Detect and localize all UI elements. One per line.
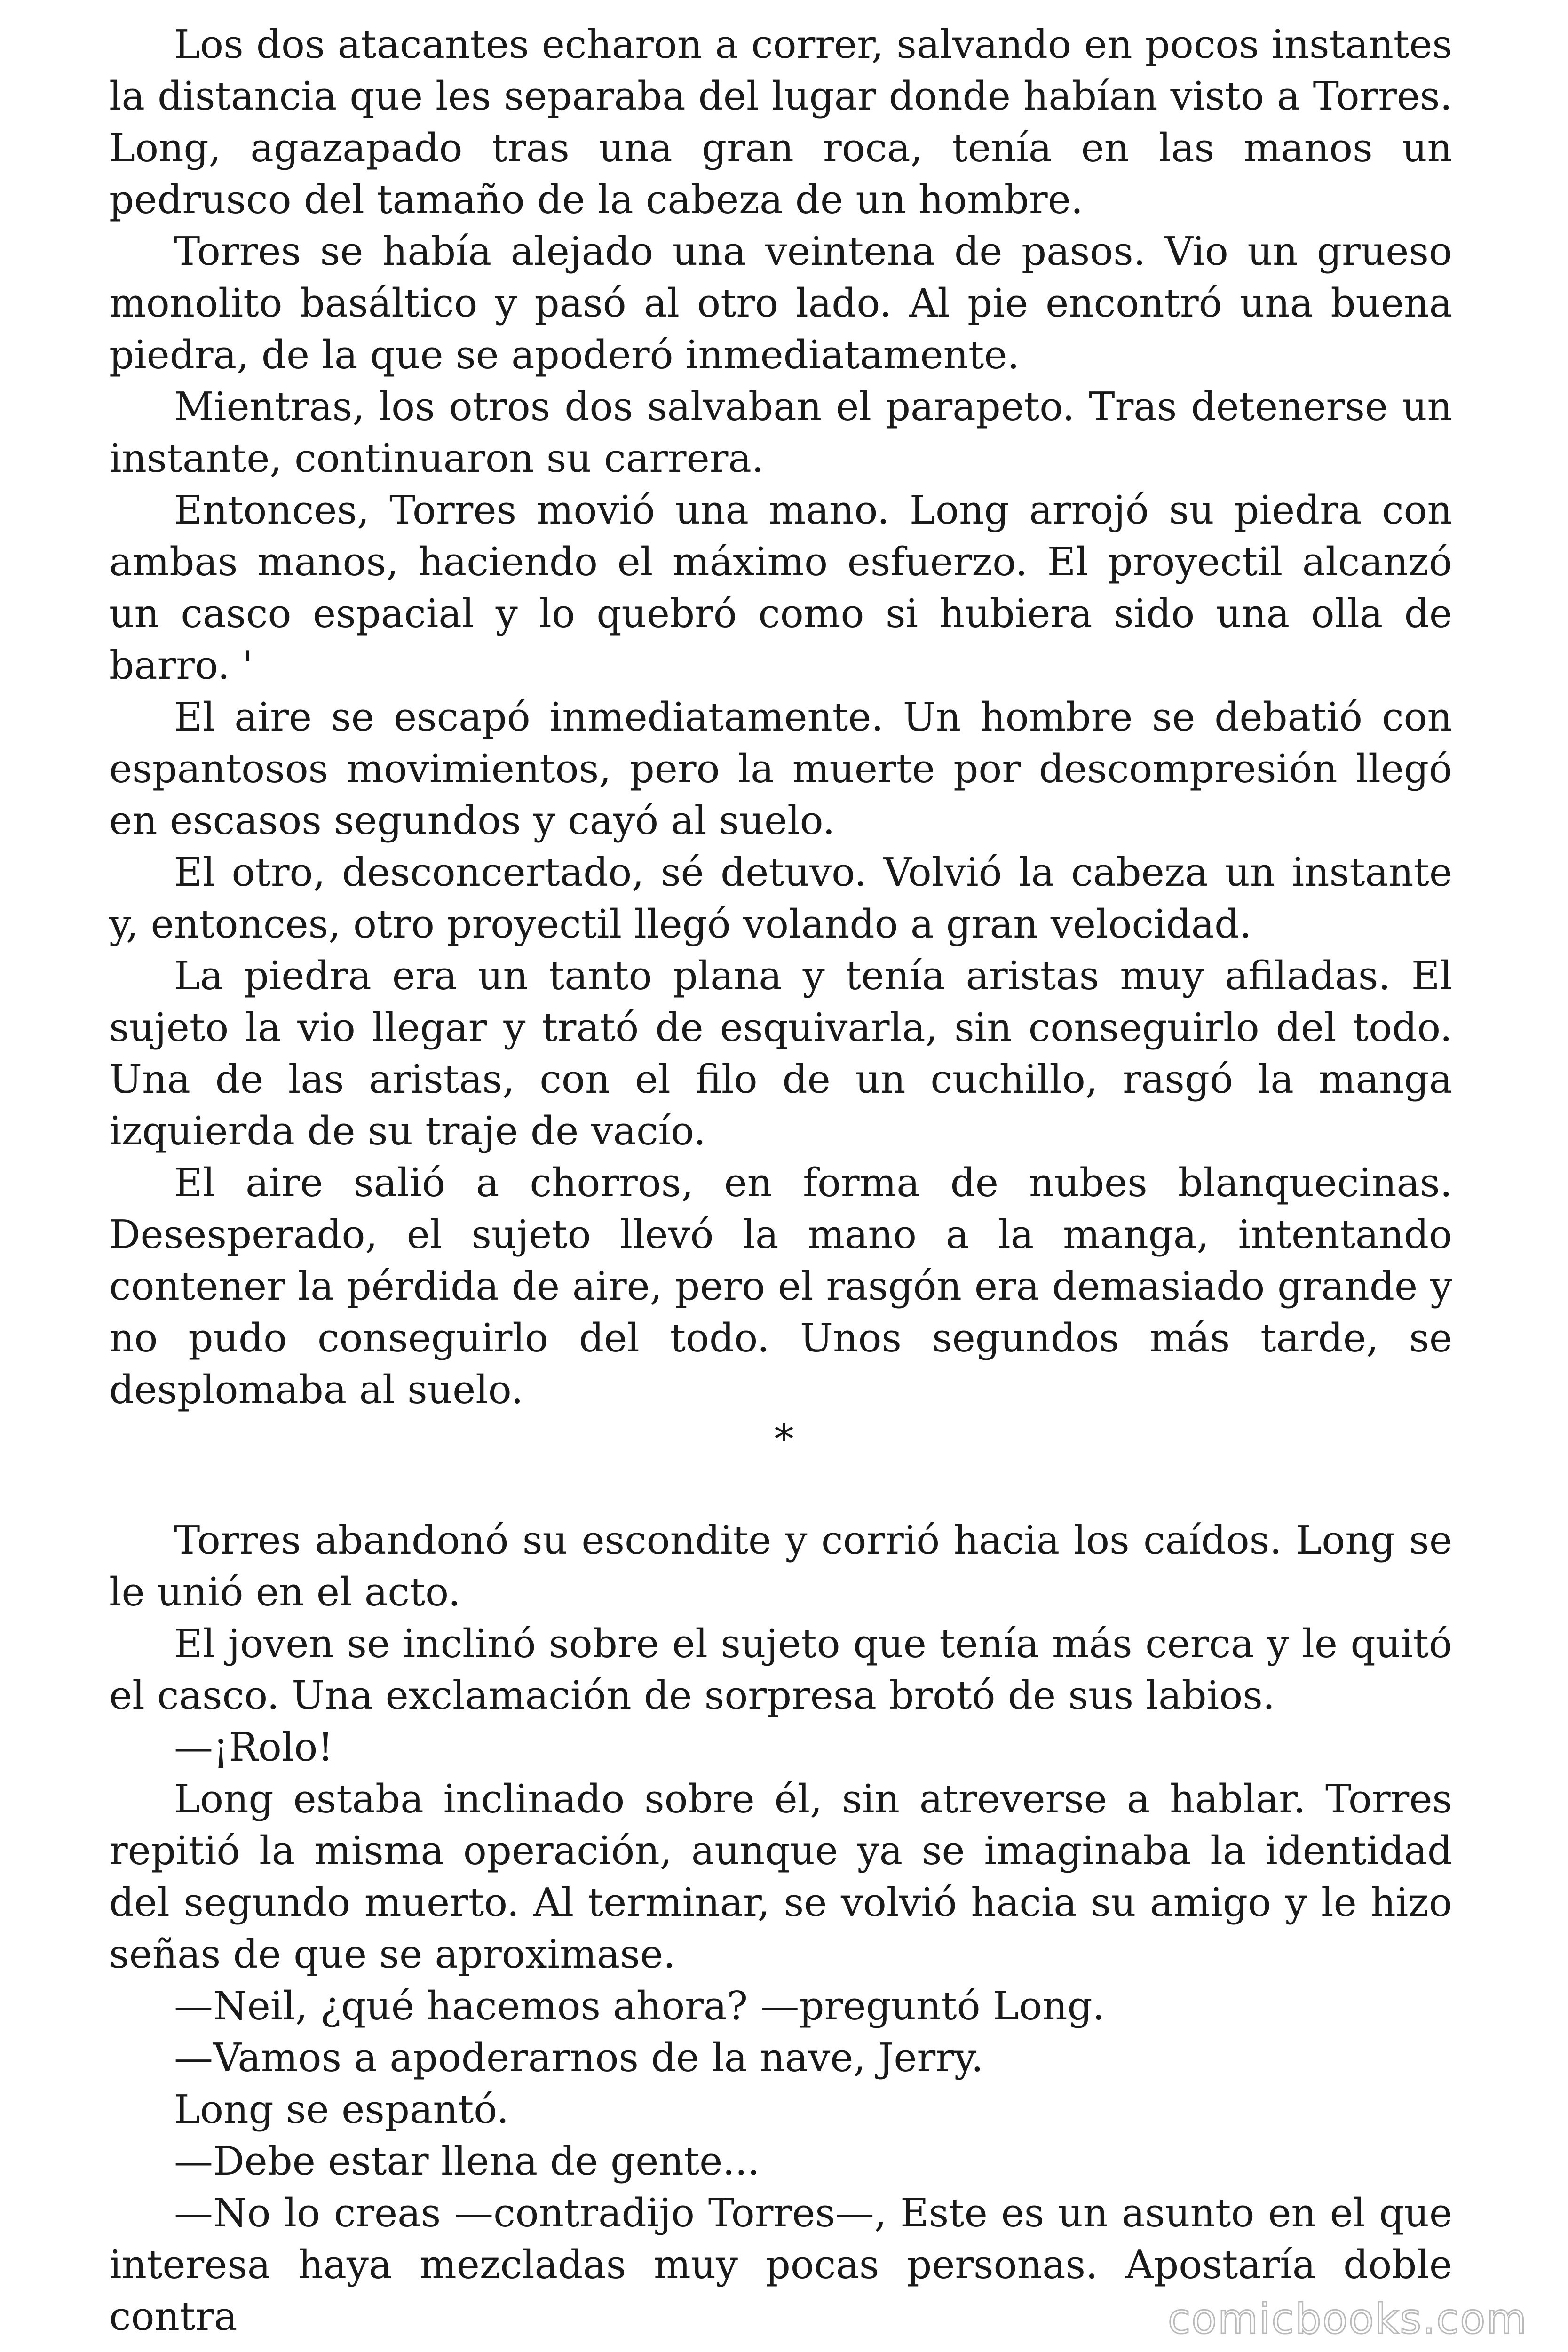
paragraph: Mientras, los otros dos salvaban el parapeto. Tras detenerse un instante, continuaron su carrera. bbox=[109, 384, 1452, 481]
paragraph: Torres se había alejado una veintena de pasos. Vio un grueso monolito basáltico y pasó al otro lado. Al pie encontró una buena piedra, de la que se apoderó inmediatamente. bbox=[109, 229, 1452, 378]
paragraph: Entonces, Torres movió una mano. Long arrojó su piedra con ambas manos, haciendo el máximo esfuerzo. El proyectil alcanzó un casco espacial y lo quebró como si hubiera sido una olla de barro. ' bbox=[109, 487, 1452, 688]
dialogue-line: —Vamos a apoderarnos de la nave, Jerry. bbox=[174, 2035, 984, 2081]
text-block-bottom bbox=[109, 1515, 1452, 2343]
paragraph: El otro, desconcertado, sé detuvo. Volvió la cabeza un instante y, entonces, otro proyectil llegó volando a gran velocidad. bbox=[109, 850, 1452, 947]
text-block-top bbox=[109, 19, 1452, 1416]
paragraph: Torres abandonó su escondite y corrió hacia los caídos. Long se le unió en el acto. bbox=[109, 1518, 1452, 1615]
paragraph: El aire salió a chorros, en forma de nubes blanquecinas. Desesperado, el sujeto llevó la mano a la manga, intentando contener la pérdida de aire, pero el rasgón era demasiado grande y no pudo conseguirlo del todo. Unos segundos más tarde, se desplomaba al suelo. bbox=[109, 1160, 1452, 1413]
dialogue-line: —Neil, ¿qué hacemos ahora? —preguntó Long. bbox=[174, 1983, 1105, 2029]
paragraph: El aire se escapó inmediatamente. Un hombre se debatió con espantosos movimientos, pero la muerte por descompresión llegó en escasos segundos y cayó al suelo. bbox=[109, 694, 1452, 843]
paragraph: Long estaba inclinado sobre él, sin atreverse a hablar. Torres repitió la misma operación, aunque ya se imaginaba la identidad del segundo muerto. Al terminar, se volvió hacia su amigo y le hizo señas de que se aproximase. bbox=[109, 1776, 1452, 1977]
dialogue-line: —¡Rolo! bbox=[174, 1724, 333, 1770]
paragraph: Los dos atacantes echaron a correr, salvando en pocos instantes la distancia que les separaba del lugar donde habían visto a Torres. Long, agazapado tras una gran roca, tenía en las manos un pedrusco del tamaño de la cabeza de un hombre. bbox=[109, 22, 1452, 222]
paragraph: La piedra era un tanto plana y tenía aristas muy afiladas. El sujeto la vio llegar y trató de esquivarla, sin conseguirlo del todo. Una de las aristas, con el filo de un cuchillo, rasgó la manga izquierda de su traje de vacío. bbox=[109, 953, 1452, 1154]
paragraph: Long se espantó. bbox=[174, 2087, 509, 2132]
paragraph: El joven se inclinó sobre el sujeto que tenía más cerca y le quitó el casco. Una exclamación de sorpresa brotó de sus labios. bbox=[109, 1621, 1452, 1718]
section-separator: * bbox=[774, 1416, 794, 1462]
dialogue-line: —Debe estar llena de gente... bbox=[174, 2138, 760, 2184]
watermark: comicbooks.com bbox=[1167, 2295, 1528, 2343]
dialogue-line: —No lo creas —contradijo Torres—, Este es un asunto en el que interesa haya mezcladas muy pocas personas. Apostaría doble contra bbox=[109, 2190, 1452, 2339]
